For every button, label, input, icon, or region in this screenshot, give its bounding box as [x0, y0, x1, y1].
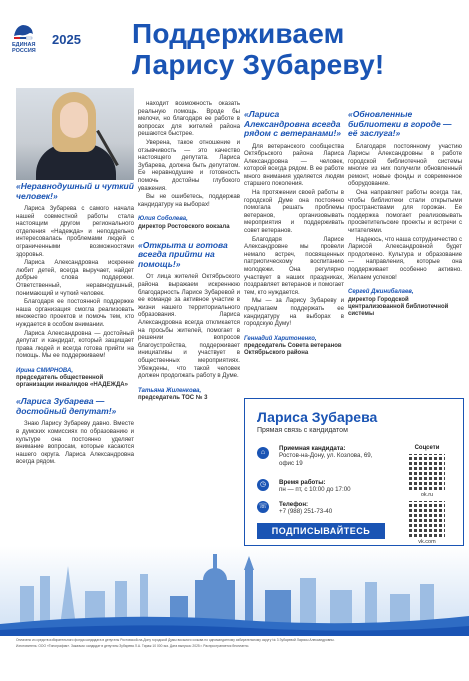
paragraph: Знаю Ларису Зубареву давно. Вместе в думских комиссиях по образованию и культуре она постоянно уделяет внимание вопросам, которые касаются нашего округа. Лариса Александровна всегда рядом. — [16, 420, 134, 466]
contact-card — [244, 398, 464, 546]
paragraph: Лариса Зубарева с самого начала нашей совместной работы стала настоящим другом регионального отделения «Надежда» и неподдельно интересовалась проблемами людей с ограниченными возможностями здоровья. — [16, 205, 134, 258]
signer-name: Татьяна Жиленкова, — [138, 387, 202, 394]
paragraph: Лариса Александровна — достойный депутат и кандидат, который защищает права людей и всегда готова прийти на помощь. Мы ее поддерживаем! — [16, 329, 134, 360]
phone-value[interactable]: +7 (988) 251-73-40 — [279, 508, 333, 515]
clock-icon: ◷ — [257, 479, 269, 491]
column-4 — [348, 110, 462, 318]
year-label: 2025 — [52, 32, 81, 47]
signer-name: Юлия Соболева, — [138, 216, 188, 223]
signer-name: Сергей Джинибалаев, — [348, 289, 414, 296]
paragraph: Благодаря Ларисе Александровне мы провели немало встреч, посвященных патриотическому воспитанию молодежи. Она регулярно участвует в наших праздниках, поздравляет ветеранов и помогает тем, кто нуждается. — [244, 235, 344, 296]
signer-role: председатель ТОС № 3 — [138, 395, 208, 402]
paragraph: Лариса Александровна искренне любит детей, всегда выручает, найдет добрые слова поддержки. Ответственный, неравнодушный, понимающий и чуткий человек. — [16, 259, 134, 297]
paragraph: Вы не ошибетесь, поддержав кандидатуру на выборах! — [138, 193, 240, 208]
card-phone — [279, 501, 389, 516]
column-3 — [244, 110, 344, 357]
paragraph: Она направляет работы всегда так, чтобы библиотеки стали открытыми пространствами для горожан. Ее поддержка помогает реализовывать просветительские проекты и встречи с читателями. — [348, 189, 462, 235]
paragraph: Для ветеранского сообщества Октябрьского района Лариса Александровна — человек, которой всегда рядом. В ее работе много внимания уделяется людям старшего поколения. — [244, 142, 344, 188]
socials-label: Соцсети — [414, 445, 440, 451]
qr-code-vk-icon[interactable] — [409, 501, 445, 537]
card-name: Лариса Зубарева — [257, 409, 378, 425]
quote-title-2: «Лариса Зубарева — достойный депутат!» — [16, 396, 117, 416]
candidate-photo — [16, 88, 134, 180]
column-1 — [16, 182, 134, 467]
social-ok-link[interactable]: ok.ru — [420, 492, 434, 498]
headline-line-1: Поддерживаем — [132, 18, 345, 49]
phone-label: Телефон: — [279, 501, 309, 508]
signer-role: директор Городской централизованной библиотечной системы — [348, 296, 449, 317]
party-logo — [12, 22, 92, 58]
column-2 — [138, 100, 240, 402]
social-vk-link[interactable]: vk.com — [418, 539, 436, 545]
footer-line-2: Изготовитель: ООО «Типография». Заказчик: кандидат в депутаты Зубарева Л.А. Тираж 10 000 экз. Дата выпуска: 2025 г. Распространяется бесплатно. — [16, 644, 250, 649]
card-address — [279, 445, 389, 467]
socials-block — [395, 445, 459, 545]
quote-title-4: «Лариса Александровна всегда рядом с ветеранами!» — [244, 109, 342, 138]
quote-title-1: «Неравнодушный и чуткий человек!» — [16, 181, 134, 201]
location-icon: ⌂ — [257, 447, 269, 459]
address-value: Ростов-на-Дону, ул. Козлова, 69, офис 19 — [279, 452, 373, 467]
signer-role: председатель общественной организации инвалидов «НАДЕЖДА» — [16, 375, 128, 389]
paragraph: находит возможность оказать реальную помощь. Вроде бы мелочи, но благодаря ее работе в вопросах для жителей района решаются быстрее. — [138, 100, 240, 138]
party-name: ЕДИНАЯ РОССИЯ — [12, 42, 36, 54]
paragraph: На протяжении своей работы в городской Думе она постоянно помогала решать проблемы ветеранов, организовывать мероприятия и поддерживать совет ветеранов. — [244, 189, 344, 235]
paragraph: Уверена, такое отношение и отзывчивость — это качество настоящего депутата. Лариса Зубарева, должна быть депутатом. Ее неравнодушие и готовность помочь достойны глубокого уважения. — [138, 138, 240, 192]
signer-role: директор Ростовского вокзала — [138, 223, 230, 230]
subscribe-button[interactable]: ПОДПИСЫВАЙТЕСЬ — [257, 523, 385, 539]
signer-name: Геннадий Харитоненко, — [244, 335, 317, 342]
qr-code-ok-icon[interactable] — [409, 454, 445, 490]
paragraph: Надеюсь, что наша сотрудничество с Ларисой Александровной будет продолжено. Культура и образование — направления, которые она поддерживает особенно активно. Желаем успехов! — [348, 235, 462, 281]
quote-title-5: «Обновленные библиотеки в городе — её заслуга!» — [348, 109, 452, 138]
address-label: Приемная кандидата: — [279, 445, 346, 452]
phone-icon: ☏ — [257, 501, 269, 513]
signer-role: председатель Совета ветеранов Октябрьского района — [244, 343, 342, 357]
footer-imprint — [16, 638, 464, 648]
bear-logo-icon — [12, 22, 34, 40]
hours-label: Время работы: — [279, 479, 326, 486]
footer-line-1: Оплачено из средств избирательного фонда кандидата в депутаты Ростовской-на-Дону городской Думы восьмого созыва по одномандатному избирательному округу № 3 Зубаревой Ларисы Александровны. — [16, 638, 335, 642]
signer-name: Ирина СМИРНОВА, — [16, 367, 74, 374]
paragraph: Мы — за Ларису Зубареву и предлагаем поддержать ее кандидатуру на выборах в городскую Думу! — [244, 297, 344, 328]
paragraph: Благодаря ее постоянной поддержке наша организация смогла реализовать множество проектов и помочь тем, кто нуждается в особом внимании. — [16, 298, 134, 328]
headline-line-2: Ларису Зубареву! — [132, 49, 385, 80]
page-headline — [132, 18, 462, 80]
city-skyline-illustration — [0, 546, 469, 636]
quote-title-3: «Открыта и готова всегда прийти на помощь!» — [138, 239, 228, 269]
card-hours — [279, 479, 389, 494]
paragraph: Благодаря постоянному участию Ларисы Александровны в работе городской библиотечной системы многие из них получили обновленный ремонт, новые фонды и современное оборудование. — [348, 142, 462, 188]
card-subtitle: Прямая связь с кандидатом — [257, 427, 348, 434]
hours-value: пн — пт, с 10:00 до 17:00 — [279, 486, 351, 493]
paragraph: От лица жителей Октябрьского района выражаем искреннюю благодарность Ларисе Зубаревой и ее команде за активное участие в жизни нашего территориального образования. Лариса Александровна всегда откликается на просьбы жителей, помогает в решении вопросов благоустройства, поддерживает инициативы и участвует в общественных мероприятиях. Убеждены, что такой человек должен продолжать работу в Думе. — [138, 273, 240, 380]
